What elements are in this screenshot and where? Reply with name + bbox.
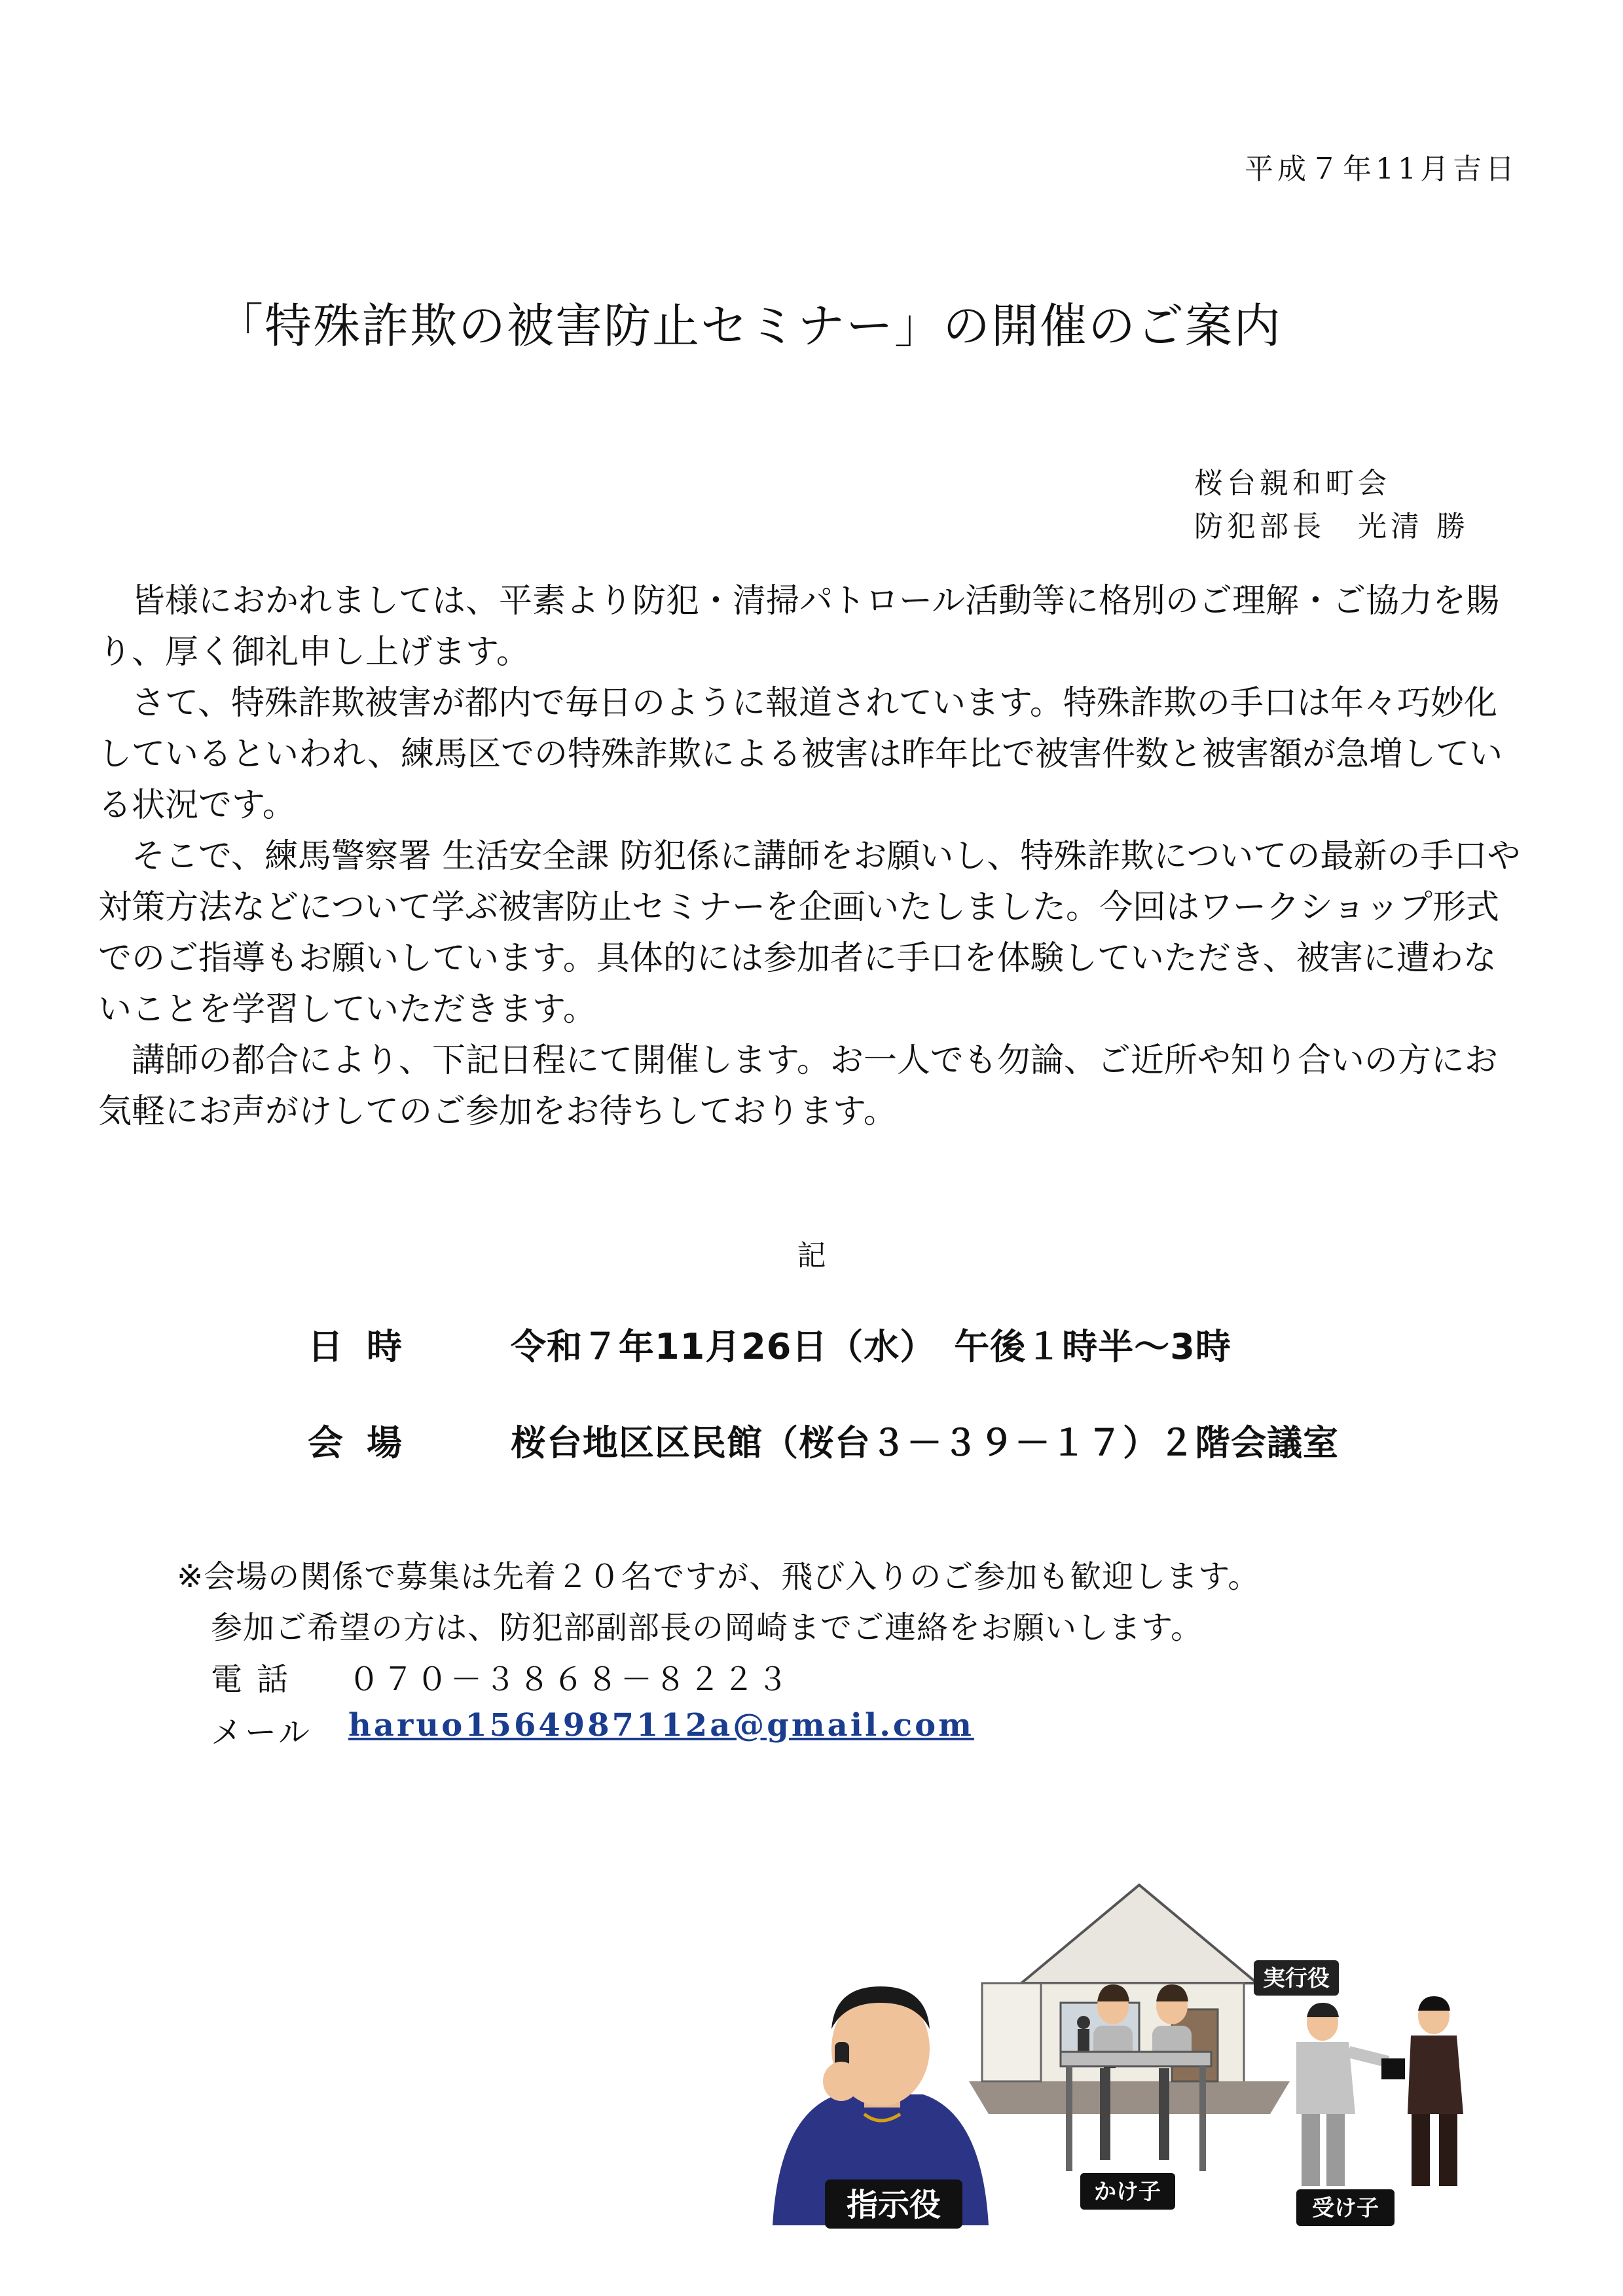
- body-paragraph: 皆様におかれましては、平素より防犯・清掃パトロール活動等に格別のご理解・ご協力を賜り、厚く御礼申し上げます。: [98, 582, 1499, 672]
- organization-person: 防犯部長 光清 勝: [1194, 510, 1469, 543]
- venue-label: 会場: [308, 1422, 426, 1463]
- body-paragraph: さて、特殊詐欺被害が都内で毎日のように報道されています。特殊詐欺の手口は年々巧妙化しているといわれ、練馬区での特殊詐欺による被害は昨年比で被害件数と被害額が急増している状況です。: [98, 684, 1503, 825]
- datetime-label: 日時: [308, 1326, 426, 1367]
- body-text: [98, 576, 1525, 1138]
- body-paragraph: そこで、練馬警察署 生活安全課 防犯係に講師をお願いし、特殊詐欺についての最新の手口や対策方法などについて学ぶ被害防止セミナーを企画いたしました。今回はワークショップ形式でのご指導もお願いしています。具体的には参加者に手口を体験していただき、被害に遭わないことを学習していただきます。: [98, 837, 1521, 1029]
- mail-label: メール: [211, 1714, 313, 1751]
- datetime-row: [308, 1319, 1231, 1369]
- body-paragraph: 講師の都合により、下記日程にて開催します。お一人でも勿論、ご近所や知り合いの方にお気軽にお声がけしてのご参加をお待ちしております。: [98, 1041, 1498, 1131]
- datetime-value: 令和７年11月26日（水） 午後１時半～3時: [511, 1326, 1231, 1367]
- receiver-tag-label: 受け子: [1312, 2195, 1379, 2221]
- executor-tag-label: 実行役: [1263, 1965, 1330, 1992]
- phone-label: 電話: [211, 1661, 303, 1698]
- note-line-1: ※会場の関係で募集は先着２０名ですが、飛び入りのご参加も歓迎します。: [177, 1558, 1260, 1595]
- venue-value: 桜台地区区民館（桜台３－３９－１７）２階会議室: [511, 1422, 1339, 1463]
- mail-row: [211, 1707, 974, 1752]
- phone-row: [211, 1654, 791, 1699]
- organization-name: 桜台親和町会: [1194, 467, 1391, 500]
- house-icon: [969, 1885, 1290, 2114]
- document-title: 「特殊詐欺の被害防止セミナー」の開催のご案内: [216, 298, 1283, 353]
- venue-row: [308, 1415, 1339, 1465]
- document-date: 平成７年11月吉日: [1245, 152, 1518, 186]
- phone-value: ０７０－３８６８－８２２３: [348, 1661, 792, 1698]
- ki-heading: 記: [797, 1239, 826, 1272]
- note-line-2: 参加ご希望の方は、防犯部副部長の岡崎までご連絡をお願いします。: [211, 1609, 1203, 1646]
- fraud-roles-illustration: [773, 1806, 1519, 2251]
- handover-icon: [1296, 1996, 1463, 2186]
- instructor-tag-label: 指示役: [846, 2187, 941, 2223]
- email-link[interactable]: haruo1564987112a@gmail.com: [348, 1707, 974, 1744]
- caller-tag-label: かけ子: [1094, 2179, 1161, 2205]
